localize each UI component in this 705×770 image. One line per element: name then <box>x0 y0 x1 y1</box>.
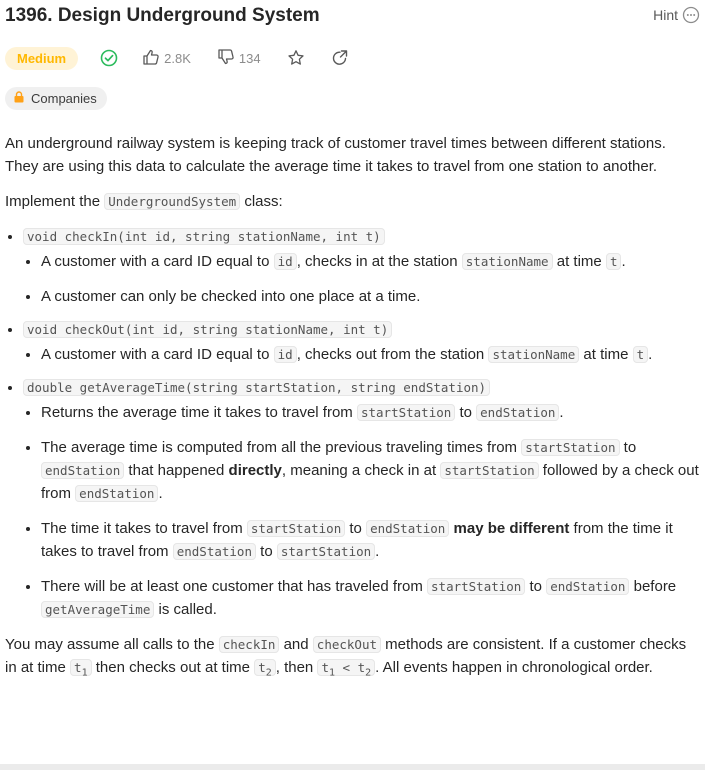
problem-meta-bar <box>5 45 349 71</box>
text: to <box>455 404 477 421</box>
inline-code: getAverageTime <box>41 601 154 618</box>
lock-icon <box>13 91 25 106</box>
inline-code: UndergroundSystem <box>104 193 240 210</box>
inline-code: startStation <box>277 543 375 560</box>
text: t <box>258 660 266 675</box>
list-item <box>41 517 700 563</box>
text: to <box>619 439 637 456</box>
inline-code: id <box>274 346 297 363</box>
inline-code: startStation <box>357 404 455 421</box>
inline-code: endStation <box>366 520 449 537</box>
method-details <box>23 343 700 366</box>
list-item <box>41 250 700 273</box>
text: t <box>74 660 82 675</box>
method-signature: void checkOut(int id, string stationName, int t) <box>23 321 392 338</box>
text: class: <box>240 193 283 210</box>
text: that happened <box>124 462 229 479</box>
text: You may assume all calls to the <box>5 636 219 653</box>
method-checkin <box>23 225 700 308</box>
inline-code: endStation <box>75 485 158 502</box>
inline-code: id <box>274 253 297 270</box>
subscript: 1 <box>328 667 336 679</box>
method-details <box>23 401 700 621</box>
dislike-button[interactable] <box>217 48 261 69</box>
text: . <box>375 543 380 560</box>
thumbs-up-icon <box>142 48 160 69</box>
method-signature: double getAverageTime(string startStation, string endStation) <box>23 379 490 396</box>
text: . <box>648 346 653 363</box>
list-item: • A customer can only be checked into one place at a time. <box>41 285 700 308</box>
text: to <box>525 578 547 595</box>
text: . <box>559 404 564 421</box>
text: to <box>345 520 367 537</box>
dislike-count: 134 <box>238 50 261 66</box>
like-count: 2.8K <box>164 50 191 66</box>
text: at time <box>579 346 633 363</box>
emphasis: directly <box>228 462 282 479</box>
inline-code: stationName <box>462 253 553 270</box>
horizontal-scrollbar[interactable] <box>0 764 705 770</box>
problem-description <box>5 132 700 697</box>
problem-title: 1396. Design Underground System <box>5 5 320 26</box>
more-options-icon[interactable] <box>682 6 700 28</box>
inline-code: t <box>633 346 649 363</box>
subscript: 2 <box>365 667 372 679</box>
text: . <box>621 253 626 270</box>
method-signature: void checkIn(int id, string stationName, int t) <box>23 228 385 245</box>
inline-code: checkOut <box>313 636 381 653</box>
text: , meaning a check in at <box>281 462 441 479</box>
inline-code: t <box>606 253 622 270</box>
inline-code <box>317 659 375 679</box>
text: before <box>629 578 677 595</box>
text: then checks out at time <box>91 659 255 676</box>
implement-paragraph <box>5 190 700 213</box>
inline-code: endStation <box>546 578 629 595</box>
inline-code: endStation <box>476 404 559 421</box>
emphasis: may be different <box>449 520 570 537</box>
text: followed by a check out from <box>41 462 699 502</box>
text: t <box>321 660 329 675</box>
text: is called. <box>154 601 217 618</box>
text: to <box>255 543 277 560</box>
inline-code: startStation <box>440 462 538 479</box>
assumption-paragraph <box>5 633 700 685</box>
text: methods are consistent. If a customer checks in at time <box>5 636 687 676</box>
inline-code <box>254 659 276 679</box>
inline-code: endStation <box>41 462 124 479</box>
inline-code: startStation <box>247 520 345 537</box>
text: The time it takes to travel from <box>41 520 247 537</box>
text: t <box>357 660 366 675</box>
thumbs-down-icon <box>217 48 235 69</box>
share-icon[interactable] <box>331 49 349 67</box>
text: and <box>279 636 313 653</box>
hint-button[interactable]: Hint <box>653 7 678 23</box>
difficulty-badge: Medium <box>5 47 78 70</box>
like-button[interactable] <box>142 48 191 69</box>
inline-code: endStation <box>173 543 256 560</box>
text: The average time is computed from all the previous traveling times from <box>41 439 522 456</box>
inline-code: checkIn <box>219 636 280 653</box>
companies-tag[interactable] <box>5 87 107 110</box>
inline-code: startStation <box>427 578 525 595</box>
text: , checks in at the station <box>296 253 462 270</box>
text: Returns the average time it takes to travel from <box>41 404 357 421</box>
text: A customer with a card ID equal to <box>41 253 274 270</box>
method-checkout <box>23 318 700 366</box>
text: from the time it takes to travel from <box>41 520 673 560</box>
list-item <box>41 343 700 366</box>
subscript: 2 <box>265 667 272 679</box>
list-item <box>41 575 700 621</box>
description-paragraph: An underground railway system is keeping track of customer travel times between different stations. They are using this data to calculate the average time it takes to travel from one station to another. <box>5 135 666 175</box>
inline-code: startStation <box>521 439 619 456</box>
solved-check-icon <box>100 49 118 67</box>
method-details <box>23 250 700 308</box>
text: A customer with a card ID equal to <box>41 346 274 363</box>
text: , checks out from the station <box>296 346 489 363</box>
list-item <box>41 401 700 424</box>
text: There will be at least one customer that has traveled from <box>41 578 428 595</box>
list-item <box>41 436 700 505</box>
subscript: 1 <box>81 667 88 679</box>
text: Implement the <box>5 193 105 210</box>
method-list <box>5 225 700 621</box>
text: . All events happen in chronological order. <box>375 659 653 676</box>
text: . <box>158 485 163 502</box>
method-getaveragetime <box>23 376 700 621</box>
favorite-star-icon[interactable] <box>287 49 305 67</box>
companies-label: Companies <box>31 91 97 106</box>
inline-code: stationName <box>488 346 579 363</box>
text: , then <box>275 659 318 676</box>
inline-code <box>70 659 92 679</box>
text: < <box>335 660 358 675</box>
text: at time <box>552 253 606 270</box>
